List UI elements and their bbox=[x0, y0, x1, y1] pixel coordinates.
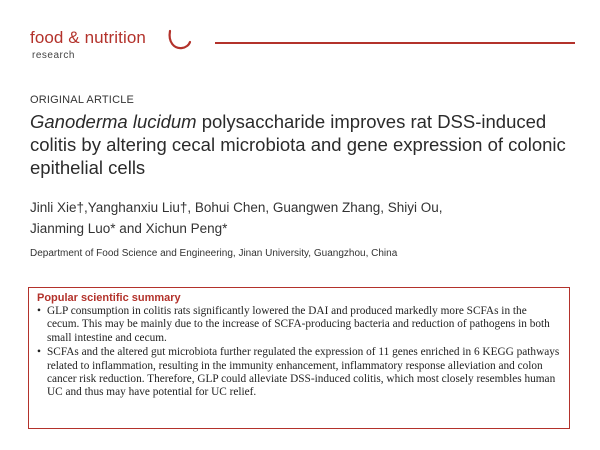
title-italic-species: Ganoderma lucidum bbox=[30, 111, 197, 132]
journal-name: food & nutrition bbox=[30, 28, 146, 47]
summary-item-text: GLP consumption in colitis rats significantly lowered the DAI and produced markedly more SCFAs in the cecum. This may be mainly due to the increase of SCFA-producing bacteria and reduction of pathogens in both small intestine and cecum. bbox=[47, 305, 550, 344]
header-divider bbox=[215, 42, 575, 44]
popular-summary-box bbox=[28, 287, 570, 429]
summary-item-text: SCFAs and the altered gut microbiota further regulated the expression of 11 genes enriched in 6 KEGG pathways related to inflammation, resulting in the immunity enhancement, inflammatory response alleviation and colon cancer risk reduction. Therefore, GLP could alleviate DSS-induced colitis, which most closely resembles human UC and thus may have potential for UC relief. bbox=[47, 346, 560, 399]
authors-line-1: Jinli Xie†,Yanghanxiu Liu†, Bohui Chen, Guangwen Zhang, Shiyi Ou, bbox=[30, 200, 443, 215]
summary-heading: Popular scientific summary bbox=[37, 292, 181, 304]
affiliation: Department of Food Science and Engineering, Jinan University, Guangzhou, China bbox=[30, 248, 398, 259]
journal-logo-icon bbox=[166, 28, 192, 52]
summary-list bbox=[37, 305, 561, 400]
journal-subname: research bbox=[32, 50, 75, 61]
authors-line-2: Jianming Luo* and Xichun Peng* bbox=[30, 221, 228, 236]
journal-header bbox=[0, 0, 600, 70]
article-title bbox=[30, 110, 575, 179]
summary-item bbox=[37, 305, 561, 345]
author-list bbox=[30, 197, 575, 239]
bullet-icon: • bbox=[37, 346, 41, 359]
article-type: ORIGINAL ARTICLE bbox=[30, 94, 135, 106]
summary-item bbox=[37, 346, 561, 400]
title-rest: polysaccharide improves rat DSS-induced colitis by altering cecal microbiota and gene expression of colonic epithelial cells bbox=[30, 111, 566, 178]
bullet-icon: • bbox=[37, 305, 41, 317]
